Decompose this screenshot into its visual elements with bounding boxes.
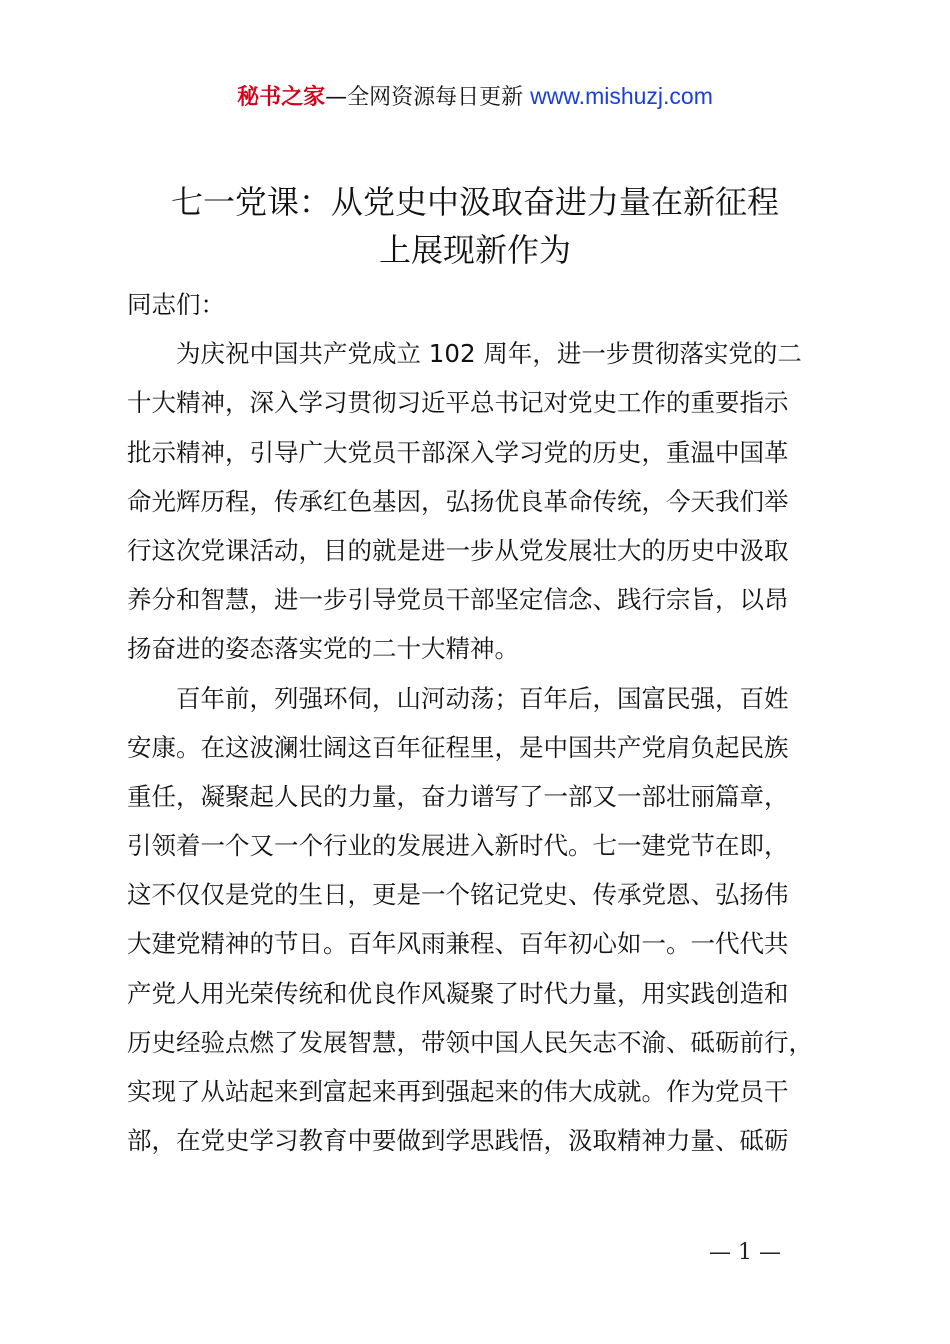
header-slogan: 全网资源每日更新 [347,85,524,110]
body-line: 引领着一个又一个行业的发展进入新时代。七一建党节在即， [127,831,789,861]
body-line: 行这次党课活动，目的就是进一步从党发展壮大的历史中汲取 [127,535,789,565]
title-line-1: 七一党课：从党史中汲取奋进力量在新征程 [170,183,779,221]
body-line: 批示精神，引导广大党员干部深入学习党的历史，重温中国革 [127,437,789,467]
body-line: 养分和智慧，进一步引导党员干部坚定信念、践行宗旨，以昂 [127,585,789,615]
body-line: 部，在党史学习教育中要做到学思践悟，汲取精神力量、砥砺 [127,1126,789,1156]
site-header [0,80,950,114]
body-line: 大建党精神的节日。百年风雨兼程、百年初心如一。一代代共 [127,929,789,959]
body-line: 实现了从站起来到富起来再到强起来的伟大成就。作为党员干 [127,1077,789,1106]
body-line: 命光辉历程，传承红色基因，弘扬优良革命传统，今天我们举 [127,486,789,516]
body-line: 历史经验点燃了发展智慧，带领中国人民矢志不渝、砥砺前行， [127,1027,813,1057]
body-line: 十大精神，深入学习贯彻习近平总书记对党史工作的重要指示 [127,388,789,418]
body-line: 为庆祝中国共产党成立 102 周年，进一步贯彻落实党的二 [127,339,802,369]
document-title [100,178,850,274]
brand-name: 秘书之家 [237,85,326,110]
body-line: 扬奋进的姿态落实党的二十大精神。 [127,634,519,664]
title-line-2: 上展现新作为 [378,231,571,269]
site-url-link[interactable]: www.mishuzj.com [530,83,713,109]
header-separator: — [325,85,348,110]
body-line: 这不仅仅是党的生日，更是一个铭记党史、传承党恩、弘扬伟 [127,880,789,910]
body-line: 百年前，列强环伺，山河动荡；百年后，国富民强，百姓 [127,683,789,713]
body-line: 产党人用光荣传统和优良作风凝聚了时代力量，用实践创造和 [127,978,789,1008]
page-number: — 1 — [709,1240,781,1265]
document-body [127,280,832,1165]
salutation: 同志们： [127,290,225,319]
body-line: 重任，凝聚起人民的力量，奋力谱写了一部又一部壮丽篇章， [127,781,789,811]
body-line: 安康。在这波澜壮阔这百年征程里，是中国共产党肩负起民族 [127,732,789,762]
